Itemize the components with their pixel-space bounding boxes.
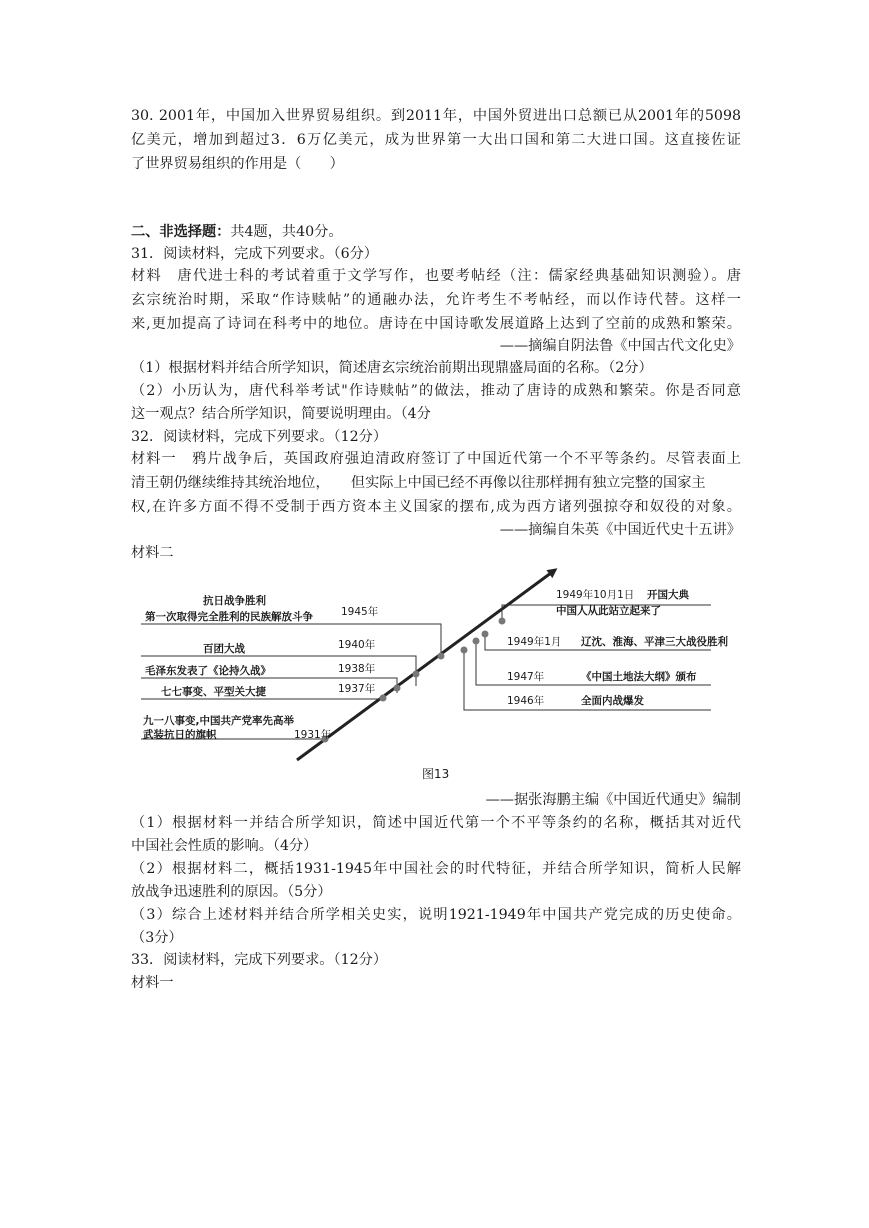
q32-sub-question-1-line-2: 中国社会性质的影响。（4分）: [131, 838, 318, 854]
dot-1945: [438, 653, 445, 660]
event-1931-desc-2: 武装抗日的旗帜: [143, 729, 217, 741]
event-1938-year: 1938年: [338, 663, 376, 675]
event-1949-oct-year: 1949年10月1日: [556, 589, 635, 601]
section-2-note: 共4题，共40分。: [230, 224, 343, 240]
event-1931-desc-1: 九一八事变,中国共产党率先高举: [143, 715, 294, 727]
event-1937-year: 1937年: [338, 683, 376, 695]
q30-line-2: 亿美元，增加到超过3．6万亿美元，成为世界第一大出口国和第二大进口国。这直接佐证: [131, 132, 741, 148]
q31-material-line-3: 来,更加提高了诗词在科考中的地位。唐诗在中国诗歌发展道路上达到了空前的成熟和繁荣。: [131, 316, 741, 332]
dot-1946: [461, 647, 468, 654]
event-1949-jan-year: 1949年1月: [507, 636, 562, 648]
q31-material-line-2: 玄宗统治时期，采取“作诗赎帖”的通融办法，允许考生不考帖经，而以作诗代替。这样一: [131, 292, 741, 308]
q32-heading: 32．阅读材料，完成下列要求。（12分）: [131, 429, 388, 445]
connector-1937: [141, 698, 383, 699]
q32-sub-question-3-line-2: （3分）: [131, 930, 183, 946]
q32-material-1-line-3: 权,在许多方面不得不受制于西方资本主义国家的摆布,成为西方诸列强掠夺和奴役的对象。: [131, 499, 741, 515]
event-1946-year: 1946年: [507, 695, 545, 707]
event-1947-desc: 《中国土地法大纲》颁布: [581, 671, 697, 683]
timeline-arrow: [297, 570, 555, 760]
event-1931-year: 1931年: [294, 729, 332, 741]
q31-heading: 31．阅读材料，完成下列要求。（6分）: [131, 246, 378, 262]
dot-1947: [473, 638, 480, 645]
q32-sub-question-3-line-1: （3）综合上述材料并结合所学相关史实，说明1921-1949年中国共产党完成的历史使命。: [131, 907, 741, 923]
dot-1949-oct: [499, 618, 506, 625]
event-1940-desc: 百团大战: [203, 643, 245, 655]
q30-line-3: 了世界贸易组织的作用是（ ）: [131, 156, 344, 172]
dot-1937: [380, 695, 387, 702]
event-1949-oct-title: 开国大典: [647, 589, 689, 601]
q32-sub-question-2-line-2: 放战争迅速胜利的原因。（5分）: [131, 884, 332, 900]
section-2-heading: [131, 222, 741, 242]
q31-material-line-1: 材料 唐代进士科的考试着重于文学写作，也要考帖经（注：儒家经典基础知识测验）。唐: [131, 268, 741, 284]
q31-source: ——摘编自阴法鲁《中国古代文化史》: [499, 338, 741, 354]
q32-material-1-line-2: 清王朝仍继续维持其统治地位， 但实际上中国已经不再像以往那样拥有独立完整的国家主: [131, 475, 706, 491]
figure-caption: 图13: [422, 767, 450, 781]
q32-material-1-source: ——摘编自朱英《中国近代史十五讲》: [499, 522, 741, 538]
event-1949-jan-desc: 辽沈、淮海、平津三大战役胜利: [581, 636, 728, 648]
q32-material-1-line-1: 材料一 鸦片战争后，英国政府强迫清政府签订了中国近代第一个不平等条约。尽管表面上: [131, 451, 741, 467]
event-1938-desc: 毛泽东发表了《论持久战》: [145, 665, 271, 677]
event-1945-desc: 第一次取得完全胜利的民族解放斗争: [145, 611, 313, 623]
timeline-figure: [131, 562, 741, 792]
q31-sub-question-1: （1）根据材料并结合所学知识，简述唐玄宗统治前期出现鼎盛局面的名称。（2分）: [131, 360, 653, 376]
dot-1940: [413, 671, 420, 678]
q32-material-2-label: 材料二: [131, 545, 174, 561]
q30-line-1: 30. 2001年，中国加入世界贸易组织。到2011年，中国外贸进出口总额已从2001年的5098: [131, 108, 741, 124]
q33-heading: 33．阅读材料，完成下列要求。（12分）: [131, 952, 388, 968]
event-1947-year: 1947年: [507, 671, 545, 683]
event-1945-year: 1945年: [341, 606, 379, 618]
section-2-title: 二、非选择题：: [131, 224, 231, 240]
q32-sub-question-1-line-1: （1）根据材料一并结合所学知识，简述中国近代第一个不平等条约的名称，概括其对近代: [131, 815, 741, 831]
q31-sub-question-2-line-2: 这一观点？结合所学知识，简要说明理由。（4分: [131, 406, 431, 422]
q31-sub-question-2-line-1: （2）小历认为，唐代科举考试"作诗赎帖”的做法，推动了唐诗的成熟和繁荣。你是否同意: [131, 383, 741, 399]
q33-material-1-label: 材料一: [131, 975, 174, 991]
dot-1949-jan: [482, 631, 489, 638]
dot-1938: [394, 685, 401, 692]
event-1940-year: 1940年: [338, 639, 376, 651]
event-1945-title: 抗日战争胜利: [203, 595, 266, 607]
connector-1945: [141, 624, 441, 658]
q32-figure-source: ——据张海鹏主编《中国近代通史》编制: [485, 792, 741, 808]
event-1946-desc: 全面内战爆发: [581, 695, 644, 707]
q32-sub-question-2-line-1: （2）根据材料二，概括1931-1945年中国社会的时代特征，并结合所学知识，简析人民解: [131, 861, 741, 877]
event-1949-oct-desc: 中国人从此站立起来了: [556, 605, 661, 617]
event-1937-desc: 七七事变、平型关大捷: [161, 686, 266, 698]
